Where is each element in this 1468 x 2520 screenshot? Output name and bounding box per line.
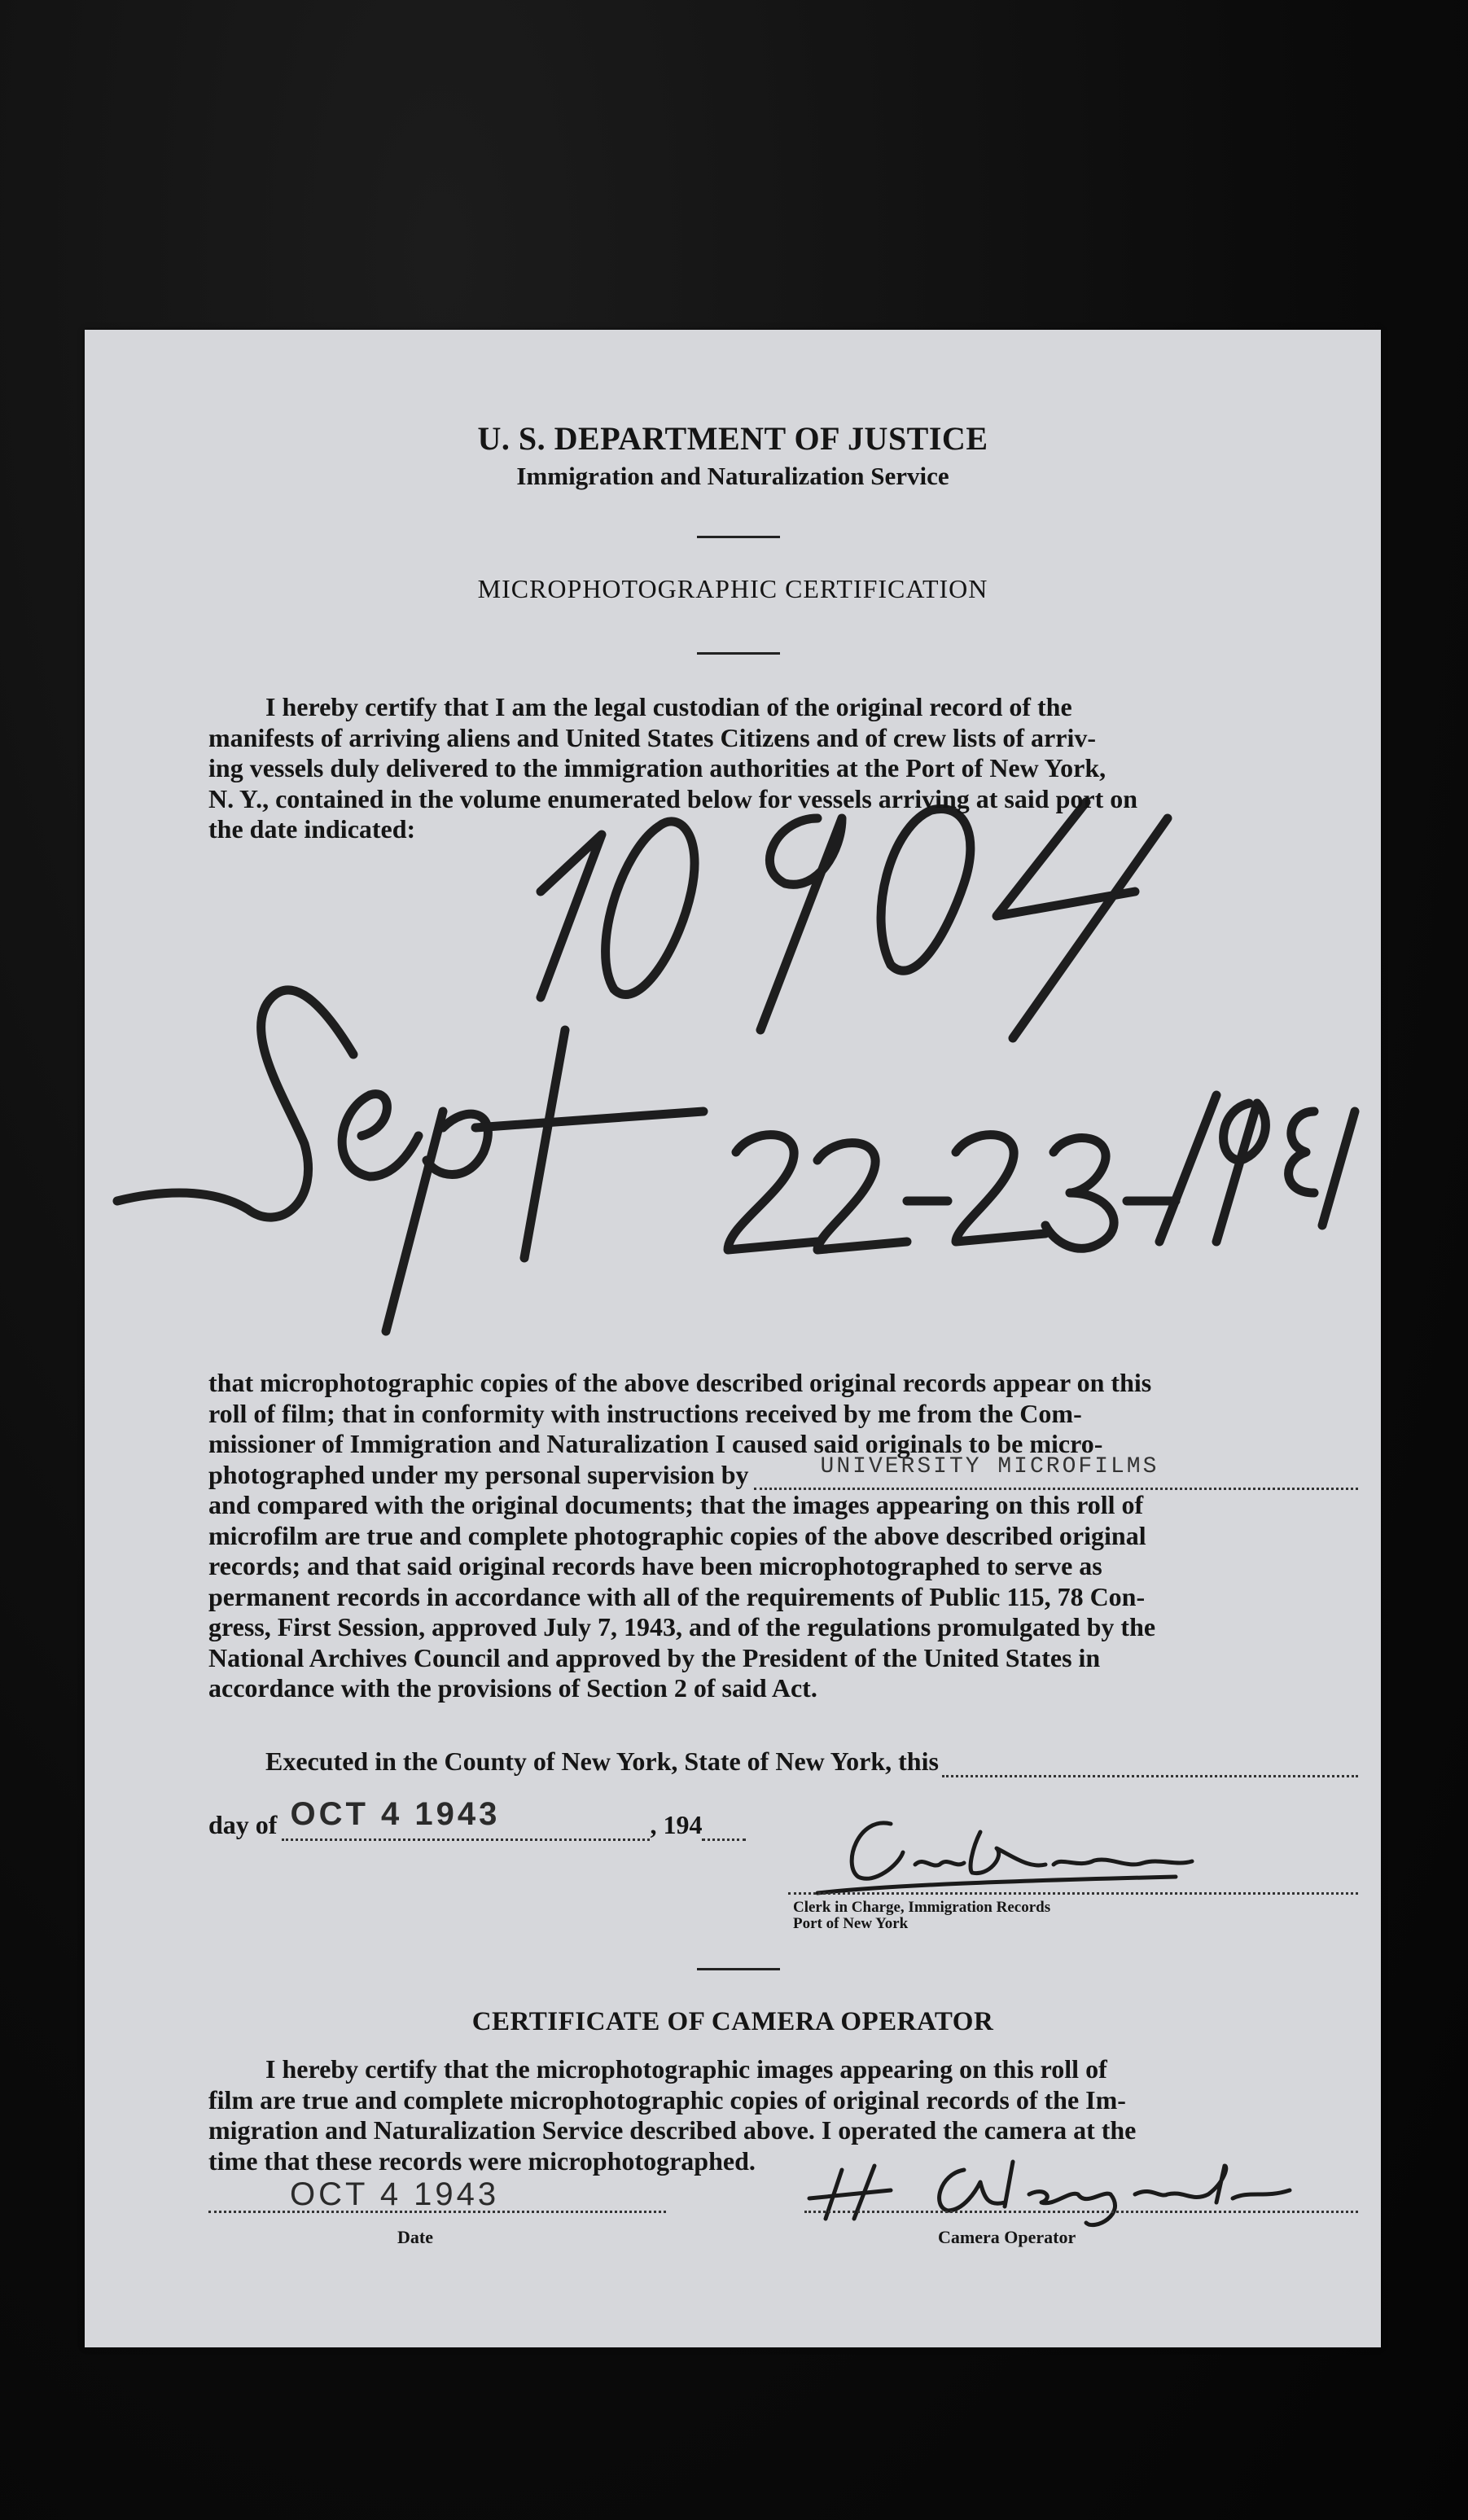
certificate-page xyxy=(85,330,1381,2347)
supervised-by-value: UNIVERSITY MICROFILMS xyxy=(820,1454,1159,1479)
paragraph-line: that microphotographic copies of the above described original records appear on this xyxy=(208,1368,1152,1397)
supervised-by-field xyxy=(754,1454,1358,1490)
paragraph-line: records; and that said original records have been microphotographed to serve as xyxy=(208,1551,1102,1580)
supervision-line xyxy=(208,1454,1358,1491)
body-paragraph xyxy=(208,1368,1358,1704)
handwritten-volume-date xyxy=(85,330,1381,2347)
executed-line xyxy=(265,1746,1358,1777)
paragraph-line: I hereby certify that I am the legal custodian of the original record of the xyxy=(265,692,1072,721)
paragraph-line: National Archives Council and approved by the President of the United States in xyxy=(208,1642,1101,1672)
paragraph-line: N. Y., contained in the volume enumerated below for vessels arriving at said port on xyxy=(208,783,1138,813)
paragraph-line: roll of film; that in conformity with instructions received by me from the Com- xyxy=(208,1398,1082,1428)
paragraph-line: photographed under my personal supervision by xyxy=(208,1459,749,1489)
clerk-title-line: Port of New York xyxy=(793,1915,909,1932)
executed-text: Executed in the County of New York, State of New York, this xyxy=(265,1746,939,1776)
paragraph-line: ing vessels duly delivered to the immigration authorities at the Port of New York, xyxy=(208,753,1106,782)
intro-paragraph xyxy=(208,692,1358,845)
paragraph-line: film are true and complete microphotographic copies of original records of the Im- xyxy=(208,2084,1126,2115)
signature-dotted-line xyxy=(788,1891,1358,1895)
paragraph-line: permanent records in accordance with all of the requirements of Public 115, 78 Con- xyxy=(208,1581,1146,1611)
paragraph-line: gress, First Session, approved July 7, 1943, and of the regulations promulgated by the xyxy=(208,1612,1156,1641)
paragraph-line: and compared with the original documents; that the images appearing on this roll of xyxy=(208,1490,1144,1519)
camera-certificate-title: CERTIFICATE OF CAMERA OPERATOR xyxy=(471,2007,994,2036)
camera-operator-signature xyxy=(785,2150,1306,2231)
clerk-title-line: Clerk in Charge, Immigration Records xyxy=(793,1899,1051,1916)
paragraph-line: migration and Naturalization Service described above. I operated the camera at the xyxy=(208,2115,1137,2145)
paragraph-line: the date indicated: xyxy=(208,814,416,844)
clerk-title xyxy=(793,1900,1050,1932)
day-of-field xyxy=(282,1795,650,1841)
certification-title: MICROPHOTOGRAPHIC CERTIFICATION xyxy=(477,574,988,603)
divider xyxy=(697,652,780,655)
divider xyxy=(697,536,780,538)
executed-day-field xyxy=(942,1754,1358,1777)
service-heading: Immigration and Naturalization Service xyxy=(516,462,949,490)
clerk-signature-line xyxy=(788,1891,1358,1895)
paragraph-line: I hereby certify that the microphotographic images appearing on this roll of xyxy=(265,2054,1107,2084)
day-of-label: day of xyxy=(208,1810,278,1839)
paragraph-line: manifests of arriving aliens and United States Citizens and of crew lists of arriv- xyxy=(208,722,1096,752)
camera-operator-line xyxy=(804,2209,1358,2213)
divider xyxy=(697,1968,780,1970)
date-stamp: OCT 4 1943 xyxy=(290,2176,500,2212)
date-label: Date xyxy=(397,2227,433,2247)
paragraph-line: time that these records were microphotographed. xyxy=(208,2145,756,2176)
year-prefix: , 194 xyxy=(650,1810,703,1839)
paragraph-line: microfilm are true and complete photographic copies of the above described original xyxy=(208,1520,1146,1550)
date-field xyxy=(208,2176,666,2213)
year-field xyxy=(702,1817,746,1841)
paragraph-line: missioner of Immigration and Naturalization I caused said originals to be micro- xyxy=(208,1429,1103,1458)
department-heading: U. S. DEPARTMENT OF JUSTICE xyxy=(477,420,988,457)
camera-operator-label: Camera Operator xyxy=(938,2227,1076,2247)
day-of-stamp: OCT 4 1943 xyxy=(290,1795,501,1832)
paragraph-line: accordance with the provisions of Section 2 of said Act. xyxy=(208,1673,817,1703)
day-of-line xyxy=(208,1795,860,1841)
